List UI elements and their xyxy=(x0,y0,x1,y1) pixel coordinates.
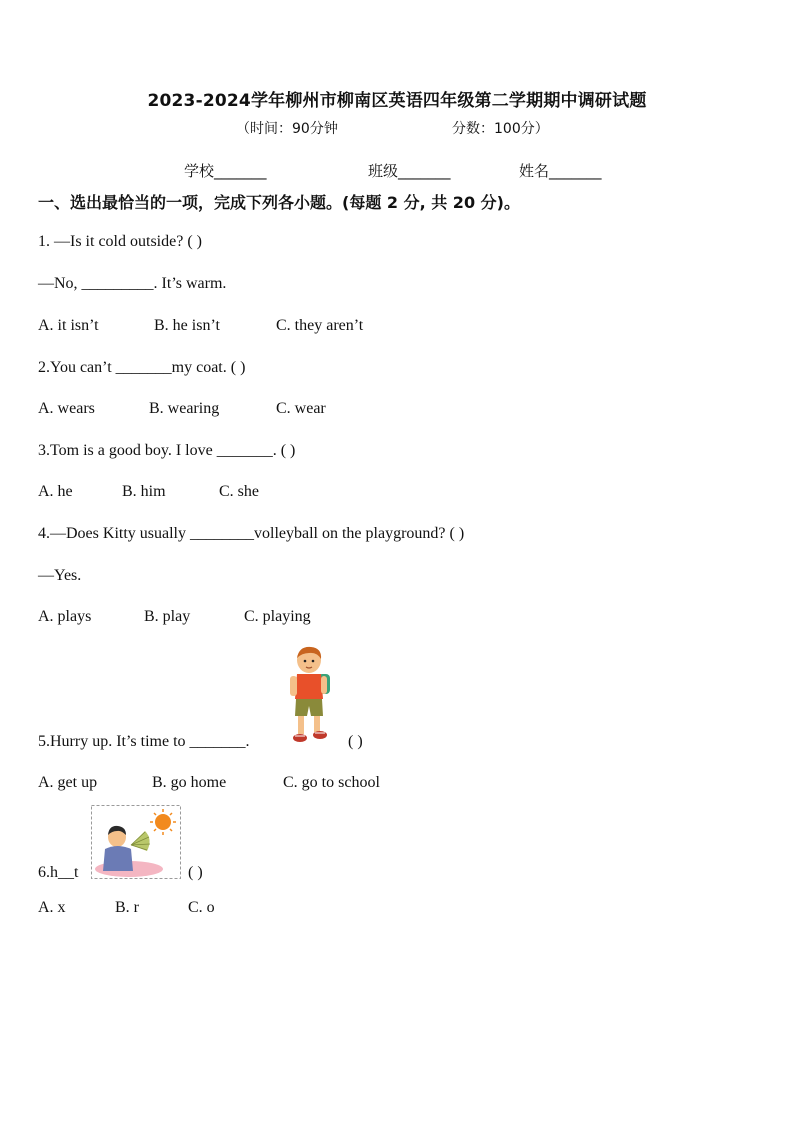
option-5a[interactable]: A. get up xyxy=(38,774,98,791)
option-3b[interactable]: B. him xyxy=(122,483,166,500)
option-5c[interactable]: C. go to school xyxy=(283,774,380,791)
boy-with-backpack-illustration xyxy=(285,644,337,746)
option-3a[interactable]: A. he xyxy=(38,483,73,500)
exam-score: 分数：100分） xyxy=(452,121,549,137)
option-4c[interactable]: C. playing xyxy=(244,608,311,625)
option-3c[interactable]: C. she xyxy=(219,483,259,500)
question-2-stem: 2.You can’t _______my coat. ( ) xyxy=(38,359,246,376)
question-1-answer-line: —No, _________. It’s warm. xyxy=(38,275,227,292)
option-6b[interactable]: B. r xyxy=(115,899,139,916)
exam-time: （时间：90分钟 xyxy=(236,121,338,137)
question-6-stem: 6.h__t xyxy=(38,864,79,881)
question-4-stem: 4.—Does Kitty usually ________volleyball on the playground? ( ) xyxy=(38,525,465,542)
question-5-stem: 5.Hurry up. It’s time to _______. xyxy=(38,733,250,750)
question-3-stem: 3.Tom is a good boy. I love _______. ( ) xyxy=(38,442,296,459)
option-4b[interactable]: B. play xyxy=(144,608,191,625)
option-1b[interactable]: B. he isn’t xyxy=(154,317,220,334)
option-2c[interactable]: C. wear xyxy=(276,400,326,417)
option-5b[interactable]: B. go home xyxy=(152,774,227,791)
name-field[interactable]: 姓名_______ xyxy=(519,162,602,180)
class-field[interactable]: 班级_______ xyxy=(368,162,451,180)
option-1a[interactable]: A. it isn’t xyxy=(38,317,99,334)
question-6-bracket: ( ) xyxy=(188,864,203,881)
school-field[interactable]: 学校_______ xyxy=(184,162,267,180)
option-1c[interactable]: C. they aren’t xyxy=(276,317,364,334)
question-4-answer-line: —Yes. xyxy=(38,567,82,584)
option-2b[interactable]: B. wearing xyxy=(149,400,220,417)
question-1-stem: 1. —Is it cold outside? ( ) xyxy=(38,233,202,250)
option-6c[interactable]: C. o xyxy=(188,899,215,916)
option-2a[interactable]: A. wears xyxy=(38,400,95,417)
option-6a[interactable]: A. x xyxy=(38,899,66,916)
exam-title: 2023-2024学年柳州市柳南区英语四年级第二学期期中调研试题 xyxy=(147,91,647,111)
section-heading: 一、选出最恰当的一项，完成下列各小题。(每题 2 分, 共 20 分)。 xyxy=(38,193,520,212)
hot-day-fan-illustration xyxy=(91,805,181,879)
option-4a[interactable]: A. plays xyxy=(38,608,92,625)
question-5-bracket: ( ) xyxy=(348,733,363,750)
